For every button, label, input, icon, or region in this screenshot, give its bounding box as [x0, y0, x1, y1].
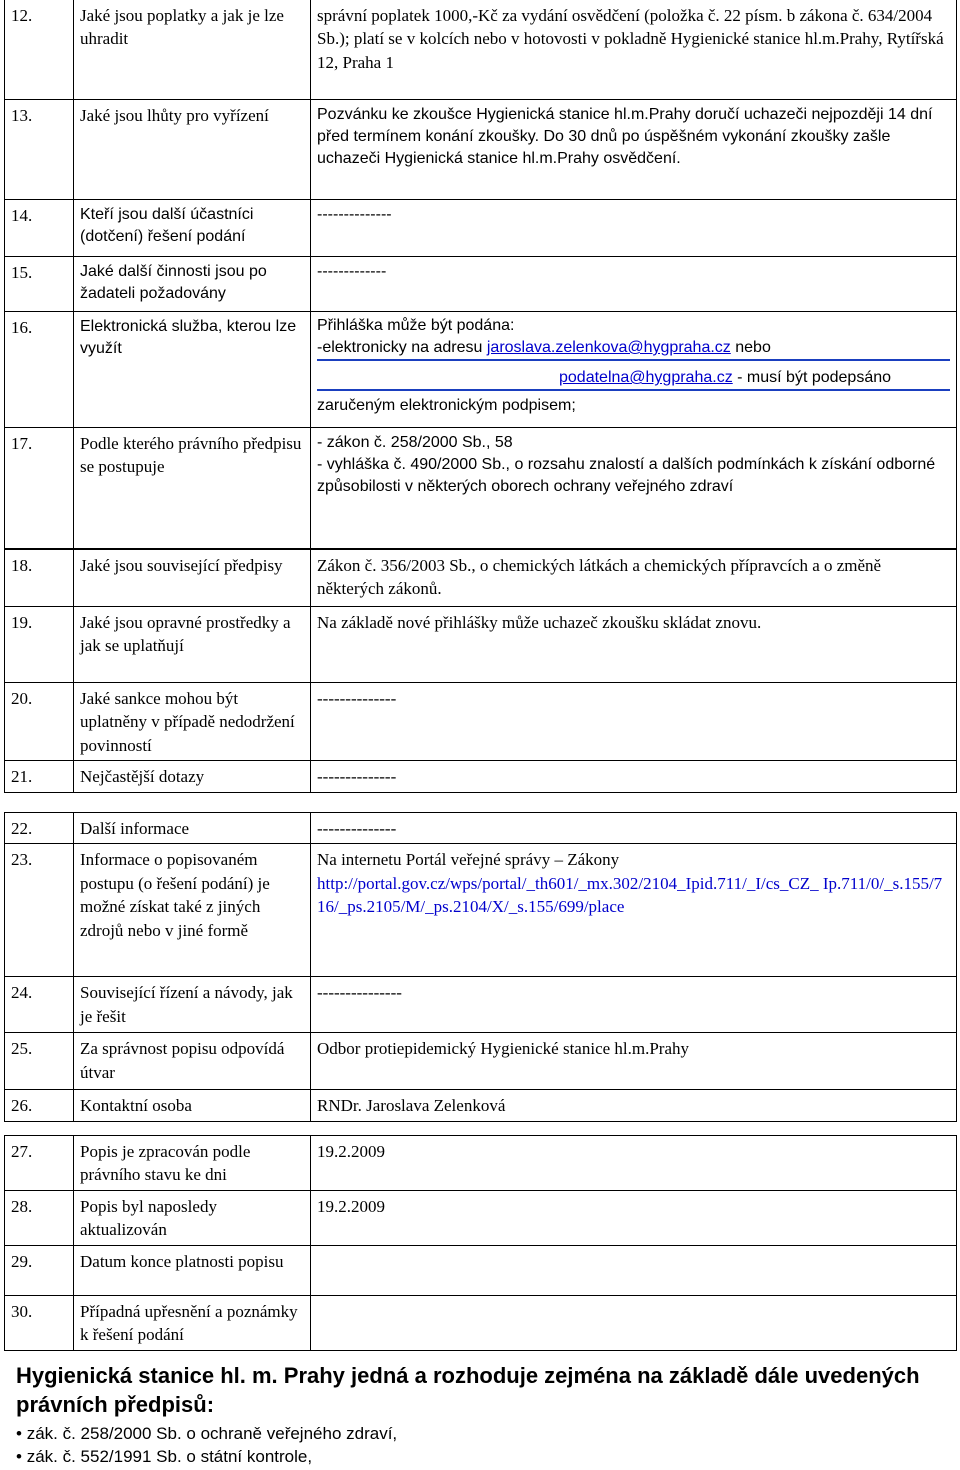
- row-question: Související řízení a návody, jak je řešit: [74, 977, 311, 1033]
- row-number: 22.: [5, 813, 74, 844]
- row-number: 21.: [5, 761, 74, 792]
- electronic-intro: Přihláška může být podána:: [317, 317, 515, 334]
- table-row: [5, 1245, 957, 1295]
- signature-note: - musí být podepsáno: [732, 369, 892, 387]
- row-question: Jaké jsou poplatky a jak je lze uhradit: [74, 0, 311, 100]
- row-answer: [311, 428, 957, 549]
- row-number: 20.: [5, 683, 74, 761]
- row-number: 19.: [5, 607, 74, 683]
- address-prefix: -elektronicky na adresu: [317, 339, 487, 357]
- row-number: 17.: [5, 428, 74, 549]
- row-number: 23.: [5, 844, 74, 977]
- row-answer: --------------: [311, 813, 957, 844]
- table-row: [5, 607, 957, 683]
- row-question: Jaké jsou lhůty pro vyřízení: [74, 100, 311, 200]
- table-row: [5, 1190, 957, 1245]
- row-question: Jaké sankce mohou být uplatněny v případě nedodržení povinností: [74, 683, 311, 761]
- row-question: Popis byl naposledy aktualizován: [74, 1190, 311, 1245]
- portal-intro: Na internetu Portál veřejné správy – Zákony: [317, 850, 620, 870]
- address-suffix: nebo: [730, 339, 771, 357]
- row-question: Za správnost popisu odpovídá útvar: [74, 1033, 311, 1090]
- legal-basis-section: [16, 1362, 946, 1469]
- table-row: [5, 100, 957, 200]
- row-question: Jaké další činnosti jsou po žadateli požadovány: [74, 257, 311, 312]
- legal-basis-list: [16, 1423, 946, 1469]
- law-reference: - zákon č. 258/2000 Sb., 58: [317, 434, 513, 451]
- table-row: [5, 1033, 957, 1090]
- electronic-address-line: [317, 337, 950, 361]
- row-answer: správní poplatek 1000,-Kč za vydání osvědčení (položka č. 22 písm. b zákona č. 634/2004 Sb.); platí se v kolcích nebo v hotovosti v pokladně Hygienické stanice hl.m.Prahy, Rytířská 12, Praha 1: [311, 0, 957, 100]
- row-number: 12.: [5, 0, 74, 100]
- table-row: [5, 200, 957, 257]
- row-number: 30.: [5, 1295, 74, 1350]
- table-row: [5, 257, 957, 312]
- row-number: 27.: [5, 1136, 74, 1191]
- row-question: Případná upřesnění a poznámky k řešení podání: [74, 1295, 311, 1350]
- table-row: [5, 1136, 957, 1191]
- row-question: Další informace: [74, 813, 311, 844]
- row-answer: -------------: [311, 257, 957, 312]
- row-answer: [311, 844, 957, 977]
- row-answer: ---------------: [311, 977, 957, 1033]
- row-question: Informace o popisovaném postupu (o řešení podání) je možné získat také z jiných zdrojů nebo v jiné formě: [74, 844, 311, 977]
- row-answer: --------------: [311, 683, 957, 761]
- row-answer: --------------: [311, 200, 957, 257]
- row-question: Jaké jsou opravné prostředky a jak se uplatňují: [74, 607, 311, 683]
- table-row: [5, 813, 957, 844]
- row-answer: Na základě nové přihlášky může uchazeč zkoušku skládat znovu.: [311, 607, 957, 683]
- info-table-1: [4, 0, 957, 549]
- legal-basis-heading: Hygienická stanice hl. m. Prahy jedná a rozhoduje zejména na základě dále uvedených právních předpisů:: [16, 1363, 920, 1417]
- row-question: Popis je zpracován podle právního stavu ke dni: [74, 1136, 311, 1191]
- table-row: [5, 428, 957, 549]
- table-row: [5, 0, 957, 100]
- row-answer: [311, 1245, 957, 1295]
- row-answer: [311, 312, 957, 428]
- row-number: 18.: [5, 550, 74, 607]
- portal-link[interactable]: http://portal.gov.cz/wps/portal/_th601/_mx.302/2104_Ipid.711/_I/cs_CZ_ Ip.711/0/_s.155/716/_ps.2105/M/_ps.2104/X/_s.155/699/place: [317, 873, 943, 917]
- decree-reference: - vyhláška č. 490/2000 Sb., o rozsahu znalostí a dalších podmínkách k získání odborné způsobilosti v některých oborech ochrany veřejného zdraví: [317, 456, 936, 496]
- table-row: [5, 1295, 957, 1350]
- row-answer: Pozvánku ke zkoušce Hygienická stanice hl.m.Prahy doručí uchazeči nejpozději 14 dní před termínem konání zkoušky. Do 30 dnů po úspěšném vykonání zkoušky zašle uchazeči Hygienická stanice hl.m.Prahy osvědčení.: [311, 100, 957, 200]
- info-table-2: [4, 549, 957, 793]
- row-answer: 19.2.2009: [311, 1136, 957, 1191]
- row-answer: --------------: [311, 761, 957, 792]
- row-number: 24.: [5, 977, 74, 1033]
- row-number: 26.: [5, 1090, 74, 1121]
- row-number: 16.: [5, 312, 74, 428]
- row-number: 14.: [5, 200, 74, 257]
- table-row: [5, 761, 957, 792]
- list-item: • zák. č. 552/1991 Sb. o státní kontrole,: [16, 1446, 946, 1469]
- table-row: [5, 683, 957, 761]
- row-question: Datum konce platnosti popisu: [74, 1245, 311, 1295]
- row-number: 13.: [5, 100, 74, 200]
- row-answer: 19.2.2009: [311, 1190, 957, 1245]
- email-link-podatelna[interactable]: podatelna@hygpraha.cz: [559, 369, 733, 387]
- row-question: Kontaktní osoba: [74, 1090, 311, 1121]
- podatelna-line: [317, 361, 950, 391]
- row-number: 15.: [5, 257, 74, 312]
- table-row: [5, 977, 957, 1033]
- info-table-4: [4, 1135, 957, 1351]
- row-answer: RNDr. Jaroslava Zelenková: [311, 1090, 957, 1121]
- email-link-zelenkova[interactable]: jaroslava.zelenkova@hygpraha.cz: [486, 339, 731, 357]
- table-row: [5, 550, 957, 607]
- row-answer: Zákon č. 356/2003 Sb., o chemických látkách a chemických přípravcích a o změně některých zákonů.: [311, 550, 957, 607]
- row-number: 29.: [5, 1245, 74, 1295]
- info-table-3: [4, 812, 957, 1122]
- row-number: 25.: [5, 1033, 74, 1090]
- row-question: Jaké jsou související předpisy: [74, 550, 311, 607]
- row-question: Nejčastější dotazy: [74, 761, 311, 792]
- row-answer: Odbor protiepidemický Hygienické stanice hl.m.Prahy: [311, 1033, 957, 1090]
- table-row: [5, 312, 957, 428]
- list-item: • zák. č. 258/2000 Sb. o ochraně veřejného zdraví,: [16, 1423, 946, 1446]
- table-row: [5, 844, 957, 977]
- table-row: [5, 1090, 957, 1121]
- row-question: Kteří jsou další účastníci (dotčení) řešení podání: [74, 200, 311, 257]
- row-question: Elektronická služba, kterou lze využít: [74, 312, 311, 428]
- row-answer: [311, 1295, 957, 1350]
- signature-line: zaručeným elektronickým podpisem;: [317, 397, 576, 415]
- row-number: 28.: [5, 1190, 74, 1245]
- row-question: Podle kterého právního předpisu se postupuje: [74, 428, 311, 549]
